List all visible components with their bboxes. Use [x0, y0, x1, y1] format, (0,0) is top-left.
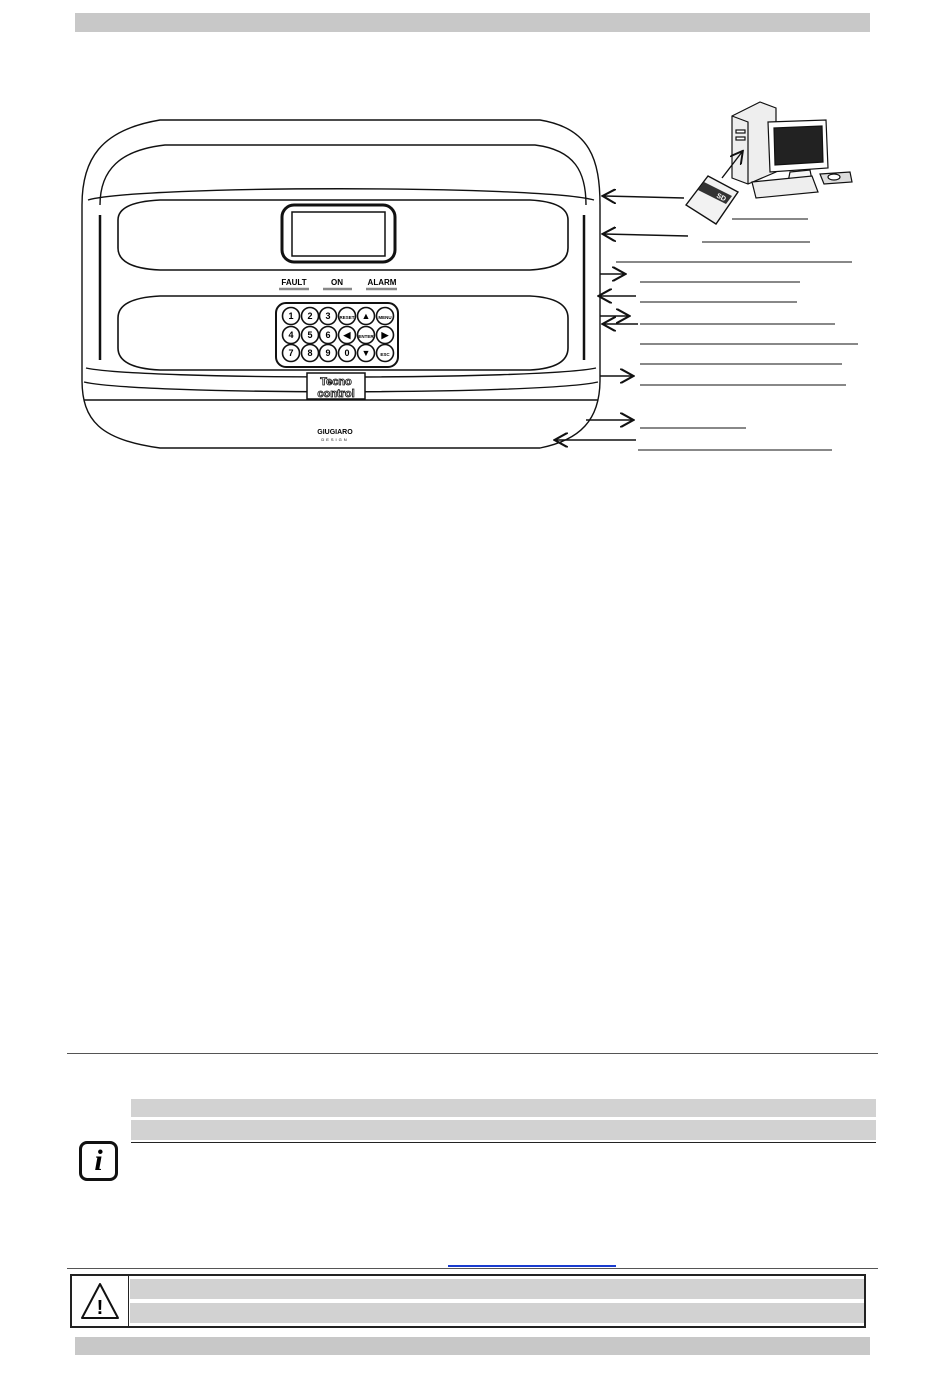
keypad-key[interactable]	[339, 327, 356, 344]
keypad-key[interactable]	[320, 345, 337, 362]
callout-label-lines	[616, 219, 858, 450]
keypad-key-label: 6	[325, 330, 331, 340]
keypad-key-label: ESC	[380, 352, 390, 357]
keypad-key[interactable]	[283, 308, 300, 325]
lcd-display	[292, 212, 385, 256]
keypad-key-label: 3	[325, 311, 331, 321]
section-divider	[67, 1053, 878, 1054]
keypad-key-label: ▶	[381, 330, 389, 340]
brand-logo-bottom: control	[317, 388, 355, 400]
keypad-key[interactable]	[283, 345, 300, 362]
keypad-key[interactable]	[358, 327, 375, 344]
design-mark-sub: DESIGN	[321, 437, 349, 442]
keypad-key-label: 9	[325, 348, 331, 358]
keypad-key-label: RESET	[339, 315, 355, 320]
keypad-key-label: 4	[288, 330, 294, 340]
keypad-key-label: ▼	[361, 348, 371, 358]
warning-box	[70, 1274, 866, 1328]
device-figure	[0, 0, 950, 470]
keypad-key-label: ENTER	[358, 334, 374, 339]
led-label-on: ON	[331, 278, 343, 287]
sd-card-label: SD	[715, 192, 727, 204]
keypad-key-label: 1	[288, 311, 294, 321]
keypad-key-label: 7	[288, 348, 294, 358]
hyperlink-underline[interactable]	[448, 1265, 616, 1267]
footer-bar	[75, 1337, 870, 1355]
keypad-key-label: MENU	[378, 315, 392, 320]
keypad	[283, 308, 394, 362]
keypad-key[interactable]	[358, 308, 375, 325]
led-label-fault: FAULT	[281, 278, 307, 287]
keypad-key[interactable]	[283, 327, 300, 344]
keypad-key[interactable]	[377, 308, 394, 325]
keypad-key[interactable]	[339, 345, 356, 362]
info-note-row-2	[131, 1120, 876, 1140]
keypad-key-label: 5	[307, 330, 313, 340]
keypad-key[interactable]	[377, 327, 394, 344]
sd-card-icon	[686, 176, 738, 224]
warning-icon-glyph: !	[96, 1297, 104, 1319]
brand-logo-top: Tecno	[320, 376, 352, 388]
warning-top-rule	[67, 1268, 878, 1269]
computer-icon	[732, 102, 852, 198]
warning-icon-cell	[72, 1276, 129, 1326]
led-label-alarm: ALARM	[367, 278, 397, 287]
info-icon-glyph: i	[94, 1144, 103, 1177]
keypad-key[interactable]	[320, 327, 337, 344]
keypad-key[interactable]	[377, 345, 394, 362]
keypad-key-label: 8	[307, 348, 313, 358]
brand-logo	[307, 373, 365, 400]
keypad-key-label: 2	[307, 311, 313, 321]
keypad-key[interactable]	[302, 345, 319, 362]
warning-row-2	[130, 1303, 864, 1323]
keypad-key[interactable]	[358, 345, 375, 362]
keypad-key[interactable]	[339, 308, 356, 325]
info-note-row-1	[131, 1099, 876, 1117]
keypad-key[interactable]	[302, 327, 319, 344]
callout-arrows	[556, 196, 688, 440]
warning-triangle-icon	[72, 1276, 128, 1326]
keypad-key-label: 0	[344, 348, 350, 358]
design-mark: GIUGIARO	[317, 429, 353, 436]
warning-row-1	[130, 1279, 864, 1299]
info-icon	[79, 1141, 118, 1181]
keypad-key[interactable]	[302, 308, 319, 325]
keypad-key[interactable]	[320, 308, 337, 325]
keypad-key-label: ▲	[361, 311, 371, 321]
keypad-key-label: ◀	[343, 330, 351, 340]
info-note-underline	[131, 1142, 876, 1143]
